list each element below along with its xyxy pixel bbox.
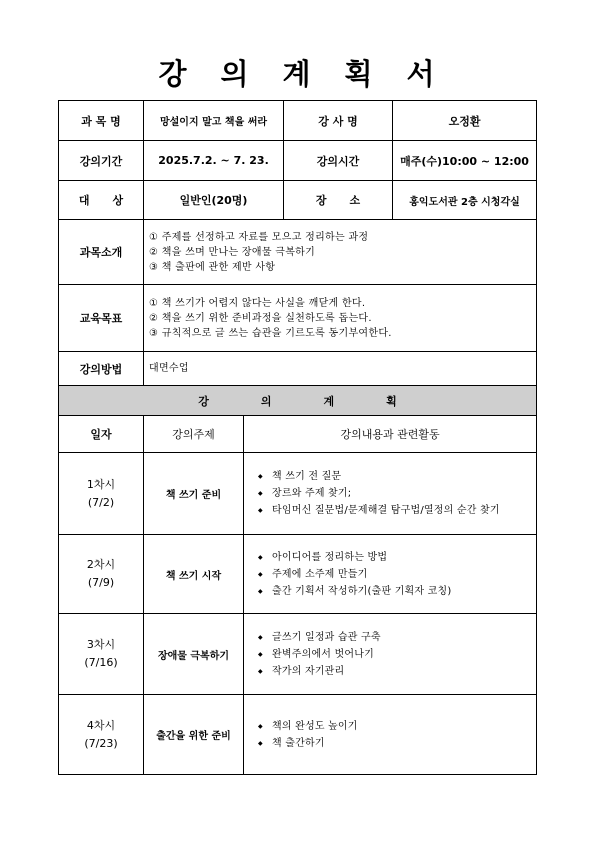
session-date: (7/2): [87, 495, 115, 509]
session-cell: [59, 614, 144, 695]
list-item: ◆ 아이디어를 정리하는 방법: [272, 549, 536, 566]
session-content: [244, 614, 537, 695]
session-topic: 책 쓰기 시작: [144, 535, 244, 614]
goal-row: [59, 285, 537, 352]
session-number: 4차시: [86, 718, 116, 732]
intro-line: ③ 책 출판에 관한 제반 사항: [149, 261, 276, 273]
target-value: 일반인(20명): [144, 181, 284, 220]
session-content: [244, 535, 537, 614]
goal-label: 교육목표: [59, 285, 144, 352]
list-item: ◆ 글쓰기 일정과 습관 구축: [272, 629, 536, 646]
list-item: ◆ 완벽주의에서 벗어나기: [272, 646, 536, 663]
list-item: ◆ 주제에 소주제 만들기: [272, 566, 536, 583]
session-number: 2차시: [86, 558, 116, 571]
session-date: (7/9): [87, 576, 115, 589]
place-label: 장 소: [284, 181, 393, 220]
section-char: 강: [198, 394, 209, 408]
session-topic: 책 쓰기 준비: [144, 453, 244, 535]
session-content: [244, 453, 537, 535]
activity-list: [244, 629, 536, 680]
target-label: 대 상: [59, 181, 144, 220]
table-row: [59, 695, 537, 775]
goal-content: [144, 285, 537, 352]
instructor-label: 강 사 명: [284, 101, 393, 141]
section-char: 획: [386, 394, 397, 408]
course-value: 망설이지 말고 책을 써라: [144, 101, 284, 141]
plan-section-heading: [59, 386, 537, 416]
intro-line: ② 책을 쓰며 만나는 장애물 극복하기: [149, 246, 316, 258]
activity-list: [244, 718, 536, 752]
title-char: 획: [344, 57, 375, 91]
plan-header-row: [59, 416, 537, 453]
session-cell: [59, 453, 144, 535]
section-char: 계: [323, 394, 335, 408]
col-day-header: 일자: [59, 416, 144, 453]
title-char: 의: [220, 57, 251, 91]
intro-label: 과목소개: [59, 220, 144, 285]
session-date: (7/16): [84, 656, 118, 669]
list-item: ◆ 책 쓰기 전 질문: [272, 468, 536, 485]
plan-section-row: [59, 386, 537, 416]
session-number: 3차시: [86, 638, 116, 651]
instructor-value: 오정환: [393, 101, 537, 141]
session-number: 1차시: [86, 477, 116, 491]
table-row: [59, 453, 537, 535]
goal-line: ① 책 쓰기가 어렵지 않다는 사실을 깨닫게 한다.: [149, 297, 366, 309]
intro-line: ① 주제를 선정하고 자료를 모으고 정리하는 과정: [149, 231, 369, 243]
activity-list: [244, 468, 536, 519]
table-row: [59, 535, 537, 614]
title-char: 강: [158, 57, 189, 91]
method-label: 강의방법: [59, 352, 144, 386]
method-value: 대면수업: [144, 352, 537, 386]
activity-list: [244, 549, 536, 600]
section-char: 의: [260, 394, 272, 408]
goal-line: ② 책을 쓰기 위한 준비과정을 실천하도록 돕는다.: [149, 312, 372, 324]
col-content-header: 강의내용과 관련활동: [244, 416, 537, 453]
title-char: 서: [406, 57, 437, 91]
course-label: 과 목 명: [59, 101, 144, 141]
col-topic-header: 강의주제: [144, 416, 244, 453]
title-char: 계: [282, 57, 313, 91]
session-cell: [59, 535, 144, 614]
period-value: 2025.7.2. ~ 7. 23.: [144, 141, 284, 181]
target-row: [59, 181, 537, 220]
list-item: ◆ 출간 기획서 작성하기(출판 기획자 코칭): [272, 583, 536, 600]
time-value: 매주(수)10:00 ~ 12:00: [393, 141, 537, 181]
intro-content: [144, 220, 537, 285]
session-content: [244, 695, 537, 775]
list-item: ◆ 장르와 주제 찾기;: [272, 485, 536, 502]
goal-line: ③ 규칙적으로 글 쓰는 습관을 기르도록 동기부여한다.: [149, 327, 392, 339]
session-cell: [59, 695, 144, 775]
list-item: ◆ 책 출간하기: [272, 735, 536, 752]
table-row: [59, 614, 537, 695]
period-row: [59, 141, 537, 181]
time-label: 강의시간: [284, 141, 393, 181]
period-label: 강의기간: [59, 141, 144, 181]
session-date: (7/23): [84, 736, 118, 750]
lecture-plan-table: [58, 100, 537, 775]
course-row: [59, 101, 537, 141]
place-value: 홍익도서관 2층 시청각실: [393, 181, 537, 220]
session-topic: 장애물 극복하기: [144, 614, 244, 695]
page-title: [0, 52, 595, 93]
session-topic: 출간을 위한 준비: [144, 695, 244, 775]
list-item: ◆ 작가의 자기관리: [272, 663, 536, 680]
list-item: ◆ 책의 완성도 높이기: [272, 718, 536, 735]
method-row: [59, 352, 537, 386]
intro-row: [59, 220, 537, 285]
list-item: ◆ 타임머신 질문법/문제해결 탐구법/열정의 순간 찾기: [272, 502, 536, 519]
